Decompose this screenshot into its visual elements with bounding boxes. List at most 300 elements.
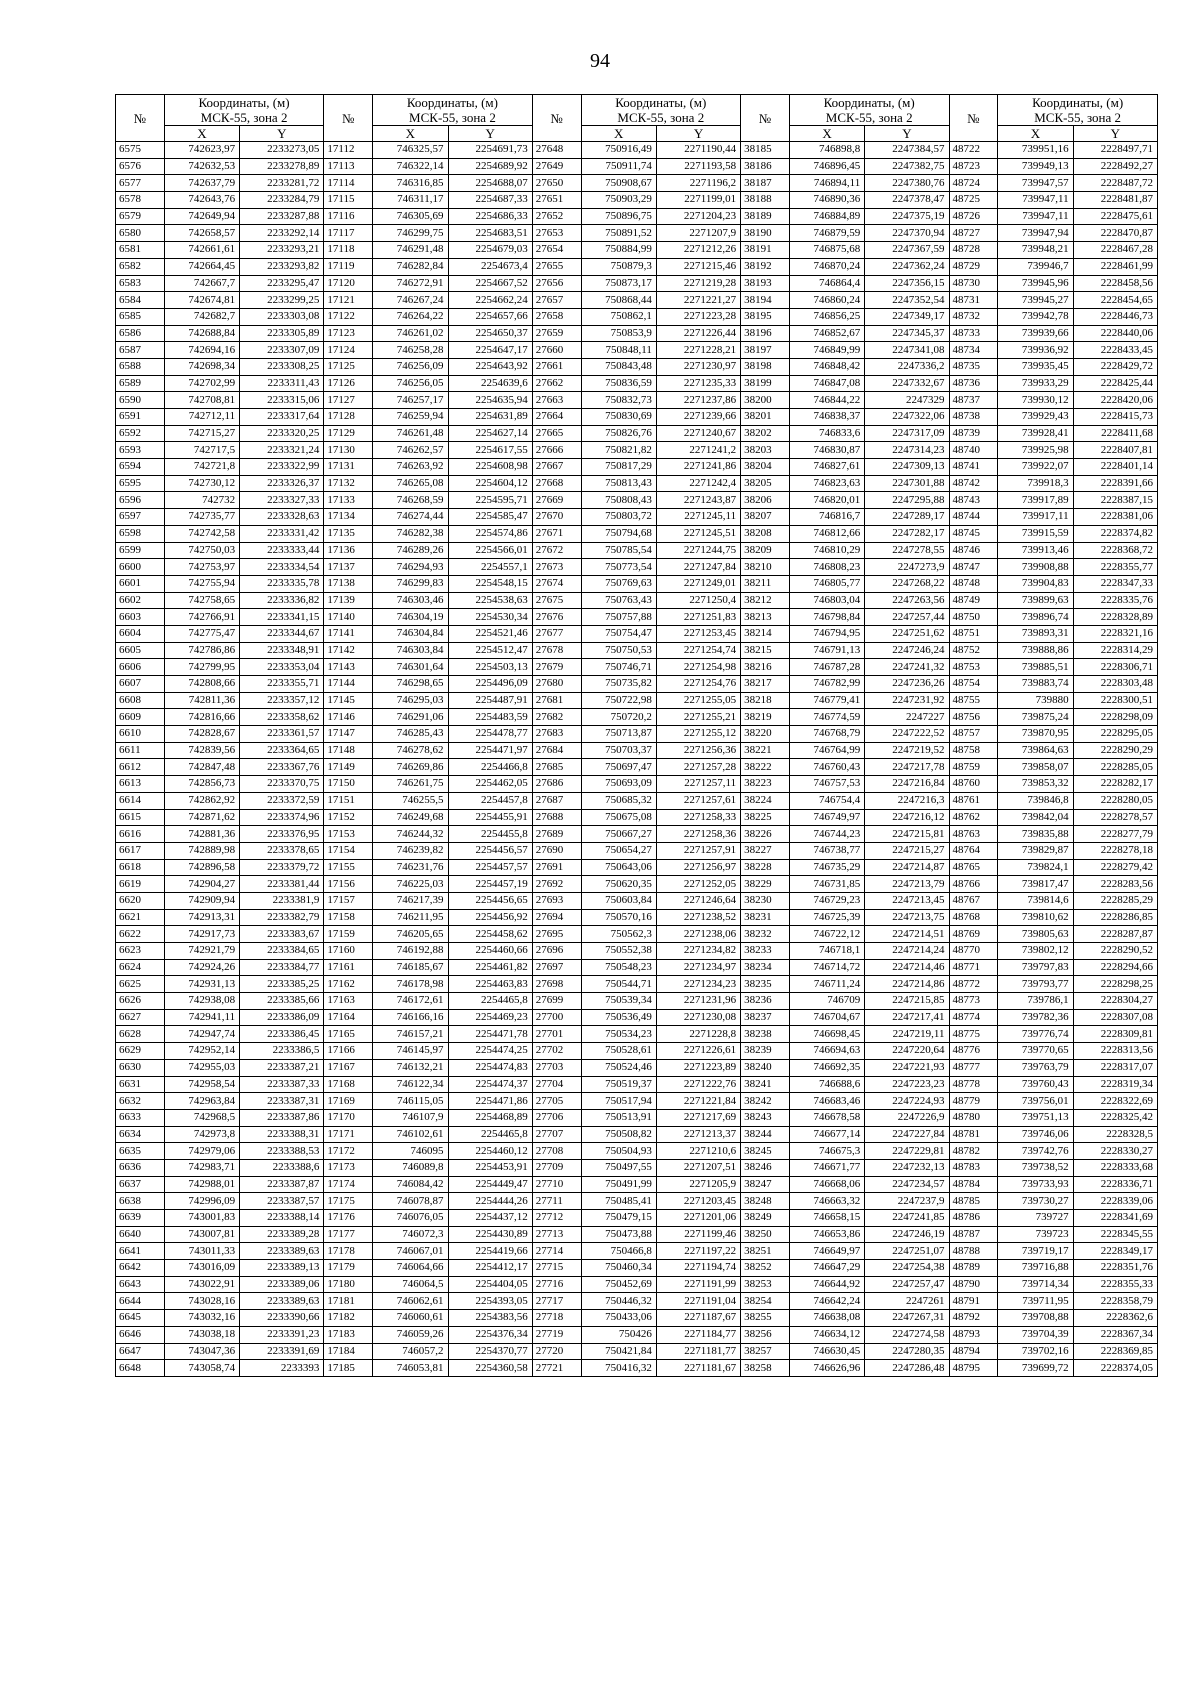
x-value-cell: 746205,65: [373, 926, 448, 943]
y-value-cell: 2228285,29: [1073, 892, 1157, 909]
y-value-cell: 2271226,44: [656, 325, 740, 342]
coords-system: МСК-55, зона 2: [825, 110, 913, 125]
x-value-cell: 750466,8: [581, 1243, 656, 1260]
y-value-cell: 2271204,23: [656, 208, 740, 225]
x-value-cell: 739945,96: [998, 275, 1073, 292]
point-number-cell: 6597: [116, 509, 165, 526]
point-number-cell: 17143: [324, 659, 373, 676]
point-number-cell: 6612: [116, 759, 165, 776]
x-value-cell: 742979,06: [164, 1143, 239, 1160]
table-row: [116, 759, 1158, 776]
point-number-cell: 17176: [324, 1210, 373, 1227]
x-value-cell: 750513,91: [581, 1109, 656, 1126]
table-row: [116, 826, 1158, 843]
point-number-cell: 48782: [949, 1143, 998, 1160]
y-value-cell: 2247382,75: [865, 158, 949, 175]
y-value-cell: 2254689,92: [448, 158, 532, 175]
y-value-cell: 2254460,66: [448, 943, 532, 960]
point-number-cell: 48775: [949, 1026, 998, 1043]
point-number-cell: 17121: [324, 292, 373, 309]
coords-title: Координаты, (м): [406, 95, 498, 110]
point-number-cell: 17116: [324, 208, 373, 225]
table-row: [116, 358, 1158, 375]
table-row: [116, 158, 1158, 175]
point-number-cell: 48723: [949, 158, 998, 175]
y-value-cell: 2271256,97: [656, 859, 740, 876]
point-number-cell: 48754: [949, 676, 998, 693]
y-value-cell: 2271223,89: [656, 1059, 740, 1076]
y-value-cell: 2233393: [240, 1360, 324, 1377]
point-number-cell: 48779: [949, 1093, 998, 1110]
x-value-cell: 739797,83: [998, 959, 1073, 976]
y-value-cell: 2254521,46: [448, 625, 532, 642]
point-number-cell: 38212: [741, 592, 790, 609]
point-number-cell: 27689: [532, 826, 581, 843]
y-value-cell: 2247246,24: [865, 642, 949, 659]
y-value-cell: 2228282,17: [1073, 776, 1157, 793]
y-value-cell: 2247322,06: [865, 409, 949, 426]
x-value-cell: 742808,66: [164, 676, 239, 693]
point-number-cell: 27718: [532, 1310, 581, 1327]
point-number-cell: 6645: [116, 1310, 165, 1327]
y-value-cell: 2228407,81: [1073, 442, 1157, 459]
x-value-cell: 739760,43: [998, 1076, 1073, 1093]
point-number-cell: 17184: [324, 1343, 373, 1360]
x-value-cell: 742674,81: [164, 292, 239, 309]
table-row: [116, 442, 1158, 459]
point-number-cell: 27653: [532, 225, 581, 242]
table-row: [116, 809, 1158, 826]
x-value-cell: 750830,69: [581, 409, 656, 426]
x-value-cell: 750508,82: [581, 1126, 656, 1143]
y-value-cell: 2247289,17: [865, 509, 949, 526]
x-value-cell: 750570,16: [581, 909, 656, 926]
point-number-cell: 38236: [741, 993, 790, 1010]
y-value-cell: 2233385,66: [240, 993, 324, 1010]
point-number-cell: 6614: [116, 792, 165, 809]
x-value-cell: 746647,29: [789, 1260, 864, 1277]
x-value-cell: 742708,81: [164, 392, 239, 409]
y-header: Y: [656, 126, 740, 142]
x-value-cell: 739817,47: [998, 876, 1073, 893]
point-number-cell: 27716: [532, 1276, 581, 1293]
point-number-cell: 38253: [741, 1276, 790, 1293]
x-value-cell: 739939,66: [998, 325, 1073, 342]
y-value-cell: 2228277,79: [1073, 826, 1157, 843]
x-value-cell: 750757,88: [581, 609, 656, 626]
point-number-cell: 27709: [532, 1159, 581, 1176]
y-value-cell: 2233386,45: [240, 1026, 324, 1043]
table-row: [116, 1193, 1158, 1210]
point-number-cell: 38215: [741, 642, 790, 659]
y-value-cell: 2233389,06: [240, 1276, 324, 1293]
x-value-cell: 739711,95: [998, 1293, 1073, 1310]
y-value-cell: 2271228,21: [656, 342, 740, 359]
y-value-cell: 2233388,14: [240, 1210, 324, 1227]
x-header: X: [373, 126, 448, 142]
point-number-cell: 27666: [532, 442, 581, 459]
x-value-cell: 750534,23: [581, 1026, 656, 1043]
x-value-cell: 739935,45: [998, 358, 1073, 375]
y-value-cell: 2233287,88: [240, 208, 324, 225]
x-value-cell: 742973,8: [164, 1126, 239, 1143]
x-value-cell: 750416,32: [581, 1360, 656, 1377]
y-value-cell: 2254463,83: [448, 976, 532, 993]
y-value-cell: 2228367,34: [1073, 1326, 1157, 1343]
x-value-cell: 746798,84: [789, 609, 864, 626]
x-value-cell: 750421,84: [581, 1343, 656, 1360]
y-value-cell: 2228290,52: [1073, 943, 1157, 960]
point-number-cell: 27704: [532, 1076, 581, 1093]
coords-header: [581, 95, 741, 126]
y-value-cell: 2228286,85: [1073, 909, 1157, 926]
y-value-cell: 2271215,46: [656, 258, 740, 275]
y-value-cell: 2271252,05: [656, 876, 740, 893]
x-value-cell: 746663,32: [789, 1193, 864, 1210]
x-value-cell: 750562,3: [581, 926, 656, 943]
x-value-cell: 746675,3: [789, 1143, 864, 1160]
x-value-cell: 750675,08: [581, 809, 656, 826]
y-value-cell: 2271191,04: [656, 1293, 740, 1310]
x-value-cell: 739929,43: [998, 409, 1073, 426]
point-number-cell: 6618: [116, 859, 165, 876]
x-value-cell: 746322,14: [373, 158, 448, 175]
point-number-cell: 48790: [949, 1276, 998, 1293]
x-value-cell: 739936,92: [998, 342, 1073, 359]
y-value-cell: 2271244,75: [656, 542, 740, 559]
x-value-cell: 746192,88: [373, 943, 448, 960]
x-value-cell: 742952,14: [164, 1043, 239, 1060]
table-row: [116, 1243, 1158, 1260]
x-value-cell: 742661,61: [164, 242, 239, 259]
point-number-cell: 27681: [532, 692, 581, 709]
table-row: [116, 1360, 1158, 1377]
y-value-cell: 2233333,44: [240, 542, 324, 559]
y-value-cell: 2271234,23: [656, 976, 740, 993]
table-row: [116, 225, 1158, 242]
point-number-cell: 27648: [532, 142, 581, 159]
point-number-cell: 17179: [324, 1260, 373, 1277]
point-number-cell: 48763: [949, 826, 998, 843]
point-number-cell: 6600: [116, 559, 165, 576]
y-value-cell: 2247227,84: [865, 1126, 949, 1143]
table-row: [116, 1159, 1158, 1176]
x-value-cell: 746768,79: [789, 726, 864, 743]
point-number-cell: 17137: [324, 559, 373, 576]
x-value-cell: 746102,61: [373, 1126, 448, 1143]
x-value-cell: 746731,85: [789, 876, 864, 893]
x-value-cell: 746084,42: [373, 1176, 448, 1193]
y-value-cell: 2271221,27: [656, 292, 740, 309]
y-value-cell: 2254639,6: [448, 375, 532, 392]
point-number-cell: 17120: [324, 275, 373, 292]
y-value-cell: 2254376,34: [448, 1326, 532, 1343]
y-value-cell: 2228415,73: [1073, 409, 1157, 426]
x-value-cell: 746847,08: [789, 375, 864, 392]
x-value-cell: 746301,64: [373, 659, 448, 676]
x-value-cell: 750685,32: [581, 792, 656, 809]
point-number-cell: 27698: [532, 976, 581, 993]
point-number-cell: 27671: [532, 525, 581, 542]
x-value-cell: 739805,63: [998, 926, 1073, 943]
x-value-cell: 746264,22: [373, 308, 448, 325]
point-number-cell: 48757: [949, 726, 998, 743]
y-value-cell: 2233387,86: [240, 1109, 324, 1126]
x-header: X: [789, 126, 864, 142]
x-value-cell: 746278,62: [373, 742, 448, 759]
point-number-cell: 48756: [949, 709, 998, 726]
x-value-cell: 746282,84: [373, 258, 448, 275]
x-value-cell: 746658,15: [789, 1210, 864, 1227]
point-number-cell: 48758: [949, 742, 998, 759]
y-value-cell: 2271237,86: [656, 392, 740, 409]
y-value-cell: 2271256,36: [656, 742, 740, 759]
point-number-cell: 6647: [116, 1343, 165, 1360]
x-value-cell: 742955,03: [164, 1059, 239, 1076]
point-number-cell: 38197: [741, 342, 790, 359]
point-number-cell: 6578: [116, 192, 165, 209]
x-value-cell: 746782,99: [789, 676, 864, 693]
y-value-cell: 2254487,91: [448, 692, 532, 709]
y-value-cell: 2247214,46: [865, 959, 949, 976]
point-number-cell: 48776: [949, 1043, 998, 1060]
point-number-cell: 6642: [116, 1260, 165, 1277]
y-value-cell: 2233331,42: [240, 525, 324, 542]
point-number-cell: 48777: [949, 1059, 998, 1076]
point-number-cell: 17135: [324, 525, 373, 542]
coords-title: Координаты, (м): [615, 95, 707, 110]
point-number-cell: 6580: [116, 225, 165, 242]
x-value-cell: 750548,23: [581, 959, 656, 976]
num-header: №: [324, 95, 373, 142]
y-value-cell: 2247261: [865, 1293, 949, 1310]
y-value-cell: 2254496,09: [448, 676, 532, 693]
x-header: X: [164, 126, 239, 142]
point-number-cell: 38199: [741, 375, 790, 392]
point-number-cell: 48793: [949, 1326, 998, 1343]
coords-title: Координаты, (м): [198, 95, 290, 110]
point-number-cell: 48724: [949, 175, 998, 192]
table-row: [116, 609, 1158, 626]
point-number-cell: 27688: [532, 809, 581, 826]
y-value-cell: 2247215,81: [865, 826, 949, 843]
point-number-cell: 17130: [324, 442, 373, 459]
x-value-cell: 739915,59: [998, 525, 1073, 542]
y-value-cell: 2228481,87: [1073, 192, 1157, 209]
coords-system: МСК-55, зона 2: [200, 110, 288, 125]
point-number-cell: 38198: [741, 358, 790, 375]
point-number-cell: 38256: [741, 1326, 790, 1343]
x-value-cell: 742664,45: [164, 258, 239, 275]
y-value-cell: 2271254,74: [656, 642, 740, 659]
point-number-cell: 38237: [741, 1009, 790, 1026]
point-number-cell: 38204: [741, 459, 790, 476]
point-number-cell: 17144: [324, 676, 373, 693]
point-number-cell: 17125: [324, 358, 373, 375]
point-number-cell: 27651: [532, 192, 581, 209]
point-number-cell: 17163: [324, 993, 373, 1010]
x-value-cell: 739946,7: [998, 258, 1073, 275]
x-value-cell: 746718,1: [789, 943, 864, 960]
coords-header: [164, 95, 324, 126]
point-number-cell: 48791: [949, 1293, 998, 1310]
point-number-cell: 6643: [116, 1276, 165, 1293]
x-value-cell: 746779,41: [789, 692, 864, 709]
y-value-cell: 2271184,77: [656, 1326, 740, 1343]
x-value-cell: 750643,06: [581, 859, 656, 876]
point-number-cell: 17148: [324, 742, 373, 759]
x-value-cell: 739947,94: [998, 225, 1073, 242]
point-number-cell: 38209: [741, 542, 790, 559]
y-value-cell: 2247329: [865, 392, 949, 409]
table-row: [116, 592, 1158, 609]
y-value-cell: 2271234,97: [656, 959, 740, 976]
point-number-cell: 6604: [116, 625, 165, 642]
x-value-cell: 742924,26: [164, 959, 239, 976]
x-value-cell: 739723: [998, 1226, 1073, 1243]
x-value-cell: 750832,73: [581, 392, 656, 409]
point-number-cell: 17122: [324, 308, 373, 325]
point-number-cell: 27693: [532, 892, 581, 909]
x-value-cell: 746267,24: [373, 292, 448, 309]
y-value-cell: 2233320,25: [240, 425, 324, 442]
x-value-cell: 746089,8: [373, 1159, 448, 1176]
point-number-cell: 27701: [532, 1026, 581, 1043]
table-row: [116, 1176, 1158, 1193]
x-value-cell: 746178,98: [373, 976, 448, 993]
x-value-cell: 746794,95: [789, 625, 864, 642]
y-value-cell: 2228303,48: [1073, 676, 1157, 693]
point-number-cell: 48743: [949, 492, 998, 509]
y-value-cell: 2228433,45: [1073, 342, 1157, 359]
x-value-cell: 739928,41: [998, 425, 1073, 442]
x-value-cell: 750552,38: [581, 943, 656, 960]
x-value-cell: 742742,58: [164, 525, 239, 542]
num-header: №: [741, 95, 790, 142]
point-number-cell: 27696: [532, 943, 581, 960]
point-number-cell: 27654: [532, 242, 581, 259]
table-row: [116, 926, 1158, 943]
x-value-cell: 739742,76: [998, 1143, 1073, 1160]
y-value-cell: 2233355,71: [240, 676, 324, 693]
point-number-cell: 48761: [949, 792, 998, 809]
point-number-cell: 48731: [949, 292, 998, 309]
point-number-cell: 6637: [116, 1176, 165, 1193]
y-value-cell: 2254474,25: [448, 1043, 532, 1060]
y-value-cell: 2247254,38: [865, 1260, 949, 1277]
y-value-cell: 2247362,24: [865, 258, 949, 275]
y-value-cell: 2247332,67: [865, 375, 949, 392]
x-value-cell: 739835,88: [998, 826, 1073, 843]
point-number-cell: 17113: [324, 158, 373, 175]
point-number-cell: 6607: [116, 676, 165, 693]
y-value-cell: 2233379,72: [240, 859, 324, 876]
y-value-cell: 2271257,91: [656, 842, 740, 859]
y-value-cell: 2254456,57: [448, 842, 532, 859]
y-value-cell: 2233308,25: [240, 358, 324, 375]
y-value-cell: 2254548,15: [448, 575, 532, 592]
y-value-cell: 2254455,91: [448, 809, 532, 826]
y-value-cell: 2254458,62: [448, 926, 532, 943]
point-number-cell: 38227: [741, 842, 790, 859]
point-number-cell: 27705: [532, 1093, 581, 1110]
y-value-cell: 2247215,27: [865, 842, 949, 859]
point-number-cell: 38224: [741, 792, 790, 809]
num-header: №: [116, 95, 165, 142]
point-number-cell: 17147: [324, 726, 373, 743]
point-number-cell: 6595: [116, 475, 165, 492]
point-number-cell: 48766: [949, 876, 998, 893]
y-value-cell: 2271243,87: [656, 492, 740, 509]
y-value-cell: 2233389,63: [240, 1293, 324, 1310]
point-number-cell: 17140: [324, 609, 373, 626]
point-number-cell: 27656: [532, 275, 581, 292]
y-value-cell: 2233321,24: [240, 442, 324, 459]
x-value-cell: 750862,1: [581, 308, 656, 325]
point-number-cell: 27657: [532, 292, 581, 309]
point-number-cell: 48752: [949, 642, 998, 659]
point-number-cell: 17178: [324, 1243, 373, 1260]
x-value-cell: 739730,27: [998, 1193, 1073, 1210]
point-number-cell: 17157: [324, 892, 373, 909]
point-number-cell: 17133: [324, 492, 373, 509]
y-value-cell: 2254430,89: [448, 1226, 532, 1243]
x-value-cell: 750879,3: [581, 258, 656, 275]
x-value-cell: 750911,74: [581, 158, 656, 175]
y-value-cell: 2233273,05: [240, 142, 324, 159]
y-value-cell: 2271219,28: [656, 275, 740, 292]
point-number-cell: 27711: [532, 1193, 581, 1210]
table-row: [116, 625, 1158, 642]
y-value-cell: 2228470,87: [1073, 225, 1157, 242]
x-value-cell: 746076,05: [373, 1210, 448, 1227]
y-value-cell: 2254627,14: [448, 425, 532, 442]
y-value-cell: 2233341,15: [240, 609, 324, 626]
point-number-cell: 38245: [741, 1143, 790, 1160]
y-value-cell: 2228487,72: [1073, 175, 1157, 192]
point-number-cell: 48725: [949, 192, 998, 209]
x-value-cell: 746823,63: [789, 475, 864, 492]
y-value-cell: 2233390,66: [240, 1310, 324, 1327]
y-value-cell: 2247384,57: [865, 142, 949, 159]
x-value-cell: 743022,91: [164, 1276, 239, 1293]
x-value-cell: 746225,03: [373, 876, 448, 893]
point-number-cell: 6616: [116, 826, 165, 843]
x-value-cell: 750735,82: [581, 676, 656, 693]
point-number-cell: 17114: [324, 175, 373, 192]
point-number-cell: 27719: [532, 1326, 581, 1343]
y-value-cell: 2247227: [865, 709, 949, 726]
point-number-cell: 38200: [741, 392, 790, 409]
point-number-cell: 6589: [116, 375, 165, 392]
x-value-cell: 743011,33: [164, 1243, 239, 1260]
x-value-cell: 746274,44: [373, 509, 448, 526]
point-number-cell: 17169: [324, 1093, 373, 1110]
y-value-cell: 2228420,06: [1073, 392, 1157, 409]
x-value-cell: 750817,29: [581, 459, 656, 476]
y-value-cell: 2271197,22: [656, 1243, 740, 1260]
y-value-cell: 2254512,47: [448, 642, 532, 659]
table-row: [116, 1026, 1158, 1043]
y-value-cell: 2254465,8: [448, 1126, 532, 1143]
y-value-cell: 2247231,92: [865, 692, 949, 709]
x-value-cell: 742963,84: [164, 1093, 239, 1110]
point-number-cell: 6596: [116, 492, 165, 509]
point-number-cell: 17139: [324, 592, 373, 609]
x-value-cell: 739751,13: [998, 1109, 1073, 1126]
point-number-cell: 48745: [949, 525, 998, 542]
x-value-cell: 742643,76: [164, 192, 239, 209]
